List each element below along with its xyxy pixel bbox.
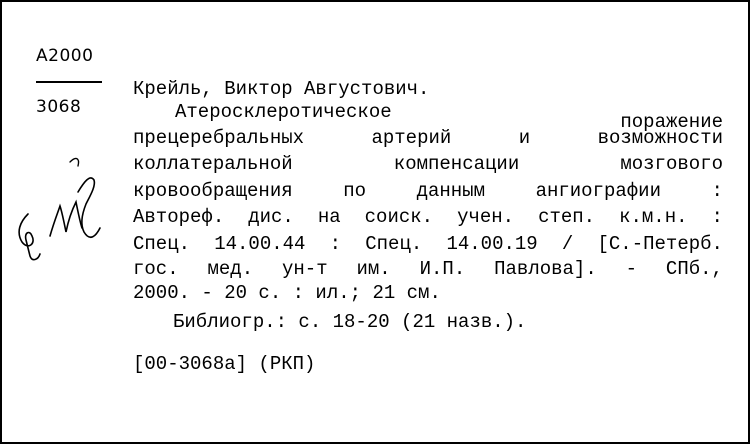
word: и — [518, 127, 531, 149]
word: : — [711, 206, 723, 228]
word: Павлова]. — [494, 258, 597, 280]
title-end: поражение — [620, 111, 723, 133]
word: гос. — [133, 258, 179, 280]
title-line-2 — [133, 127, 723, 149]
word: мед. — [207, 258, 254, 280]
description-line-1 — [133, 206, 723, 228]
word: / — [561, 233, 574, 255]
word: 14.00.19 — [446, 233, 538, 255]
word: : — [711, 180, 723, 202]
word: на — [317, 206, 341, 228]
description-line-2 — [133, 233, 723, 255]
handwritten-annotation — [10, 152, 110, 272]
call-number-divider — [36, 81, 102, 83]
word: СПб., — [665, 258, 723, 280]
physical-description-line: 2000. - 20 с. : ил.; 21 см. — [133, 282, 441, 304]
word: по — [343, 180, 367, 202]
call-number-bottom: 3068 — [36, 97, 82, 117]
word: Спец. — [365, 233, 423, 255]
word: : — [329, 233, 342, 255]
word: мозгового — [620, 153, 723, 175]
call-number-top: A2000 — [36, 46, 94, 66]
word: соиск. — [364, 206, 434, 228]
word: к.м.н. — [619, 206, 688, 228]
word: И.П. — [419, 258, 466, 280]
title-line-4 — [133, 180, 723, 202]
word: учен. — [457, 206, 515, 228]
word: данным — [416, 180, 485, 202]
word: им. — [356, 258, 391, 280]
author-line: Крейль, Виктор Августович. — [133, 78, 430, 100]
word: прецеребральных — [133, 127, 305, 149]
word: - — [625, 258, 638, 280]
word: артерий — [371, 127, 452, 149]
word: кровообращения — [133, 180, 293, 202]
word: Автореф. — [133, 206, 225, 228]
word: дис. — [248, 206, 294, 228]
word: коллатеральной — [133, 153, 293, 175]
word: 14.00.44 — [214, 233, 306, 255]
shelf-code: [00-3068а] (РКП) — [133, 353, 316, 375]
word: ун-т — [282, 258, 328, 280]
title-start: Атеросклеротическое — [175, 101, 392, 123]
word: [С.-Петерб. — [597, 233, 723, 255]
word: возможности — [597, 127, 723, 149]
word: компенсации — [393, 153, 520, 175]
word: Спец. — [133, 233, 191, 255]
word: ангиографии — [535, 180, 661, 202]
description-line-3 — [133, 258, 723, 280]
title-line-3 — [133, 153, 723, 175]
word: степ. — [538, 206, 596, 228]
bibliography-note: Библиогр.: с. 18-20 (21 назв.). — [173, 311, 527, 333]
